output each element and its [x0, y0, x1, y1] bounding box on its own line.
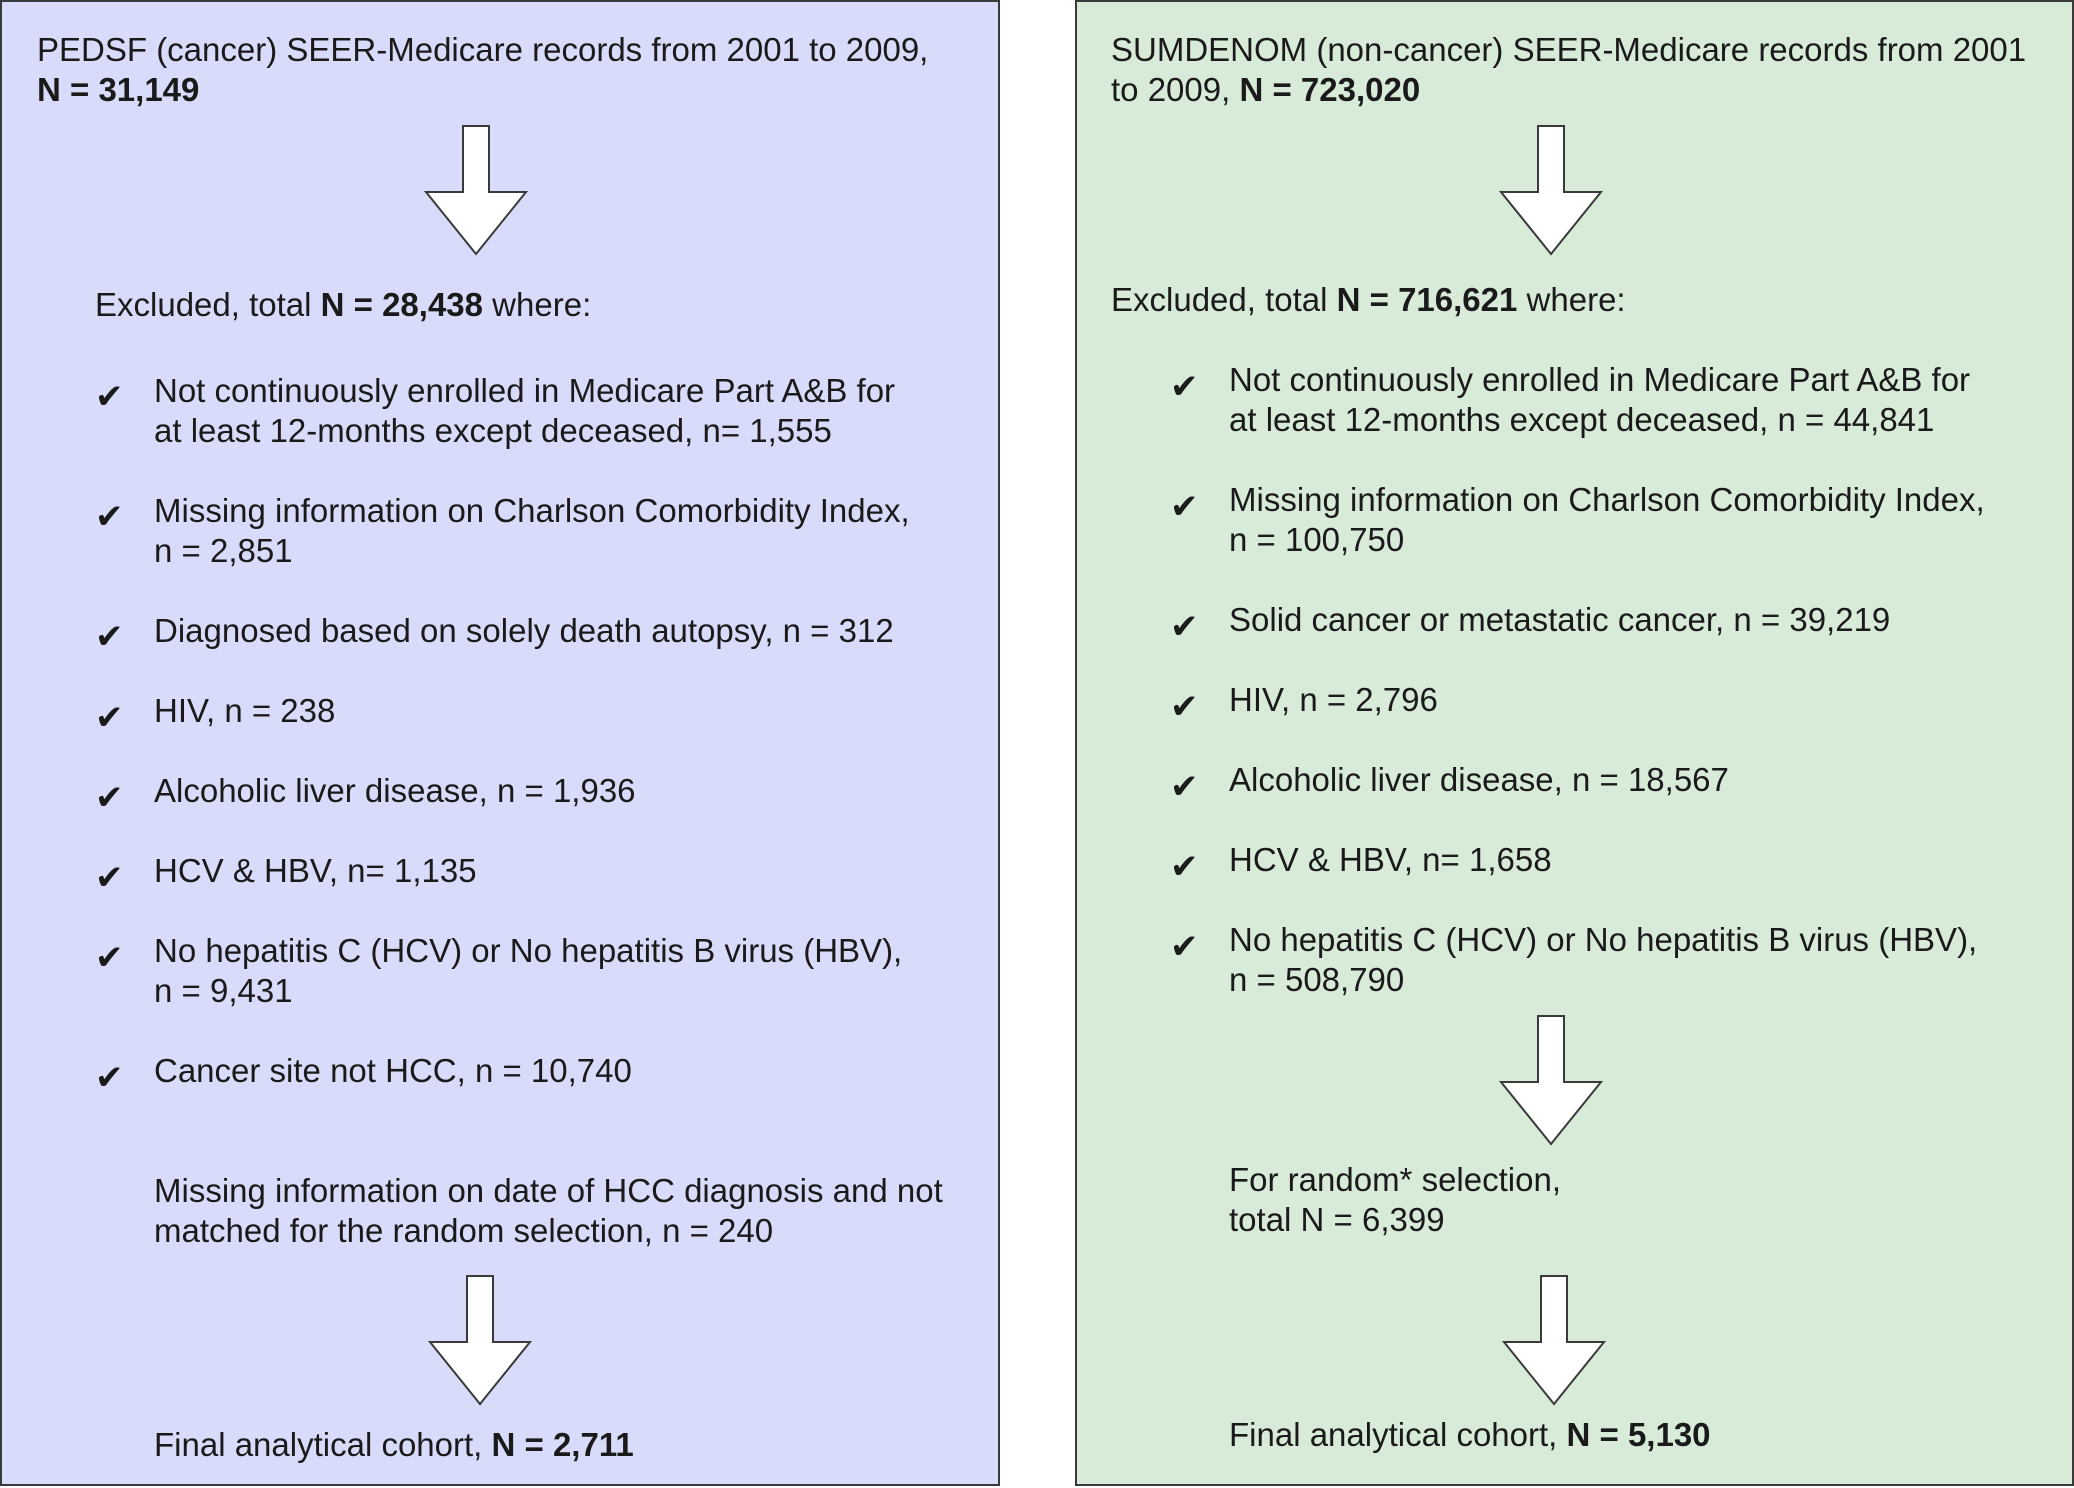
left-exclusion-item: Missing information on Charlson Comorbidity Index, n = 2,851 — [154, 492, 910, 569]
checkmark-icon: ✔ — [1170, 847, 1199, 887]
right-exclusion-item: Not continuously enrolled in Medicare Part A&B for at least 12-months except deceased, n = 44,841 — [1229, 361, 1971, 438]
right-header: SUMDENOM (non-cancer) SEER-Medicare records from 2001 to 2009, N = 723,020 — [1111, 31, 2027, 108]
checkmark-icon: ✔ — [95, 698, 124, 738]
right-exclusion-item: Solid cancer or metastatic cancer, n = 39,219 — [1229, 601, 1891, 638]
left-excluded-total: Excluded, total N = 28,438 where: — [95, 286, 592, 323]
left-final-cohort: Final analytical cohort, N = 2,711 — [154, 1426, 634, 1463]
checkmark-icon: ✔ — [1170, 687, 1199, 727]
checkmark-icon: ✔ — [1170, 607, 1199, 647]
checkmark-icon: ✔ — [95, 377, 124, 417]
right-exclusion-item: Alcoholic liver disease, n = 18,567 — [1229, 761, 1729, 798]
checkmark-icon: ✔ — [95, 778, 124, 818]
left-exclusion-item: HIV, n = 238 — [154, 692, 336, 729]
checkmark-icon: ✔ — [95, 617, 124, 657]
left-exclusion-item: Alcoholic liver disease, n = 1,936 — [154, 772, 636, 809]
checkmark-icon: ✔ — [1170, 367, 1199, 407]
right-exclusion-item: HCV & HBV, n= 1,658 — [1229, 841, 1552, 878]
left-exclusion-item: Not continuously enrolled in Medicare Part A&B for at least 12-months except deceased, n= 1,555 — [154, 372, 896, 449]
right-exclusion-item: HIV, n = 2,796 — [1229, 681, 1438, 718]
right-panel-non-cancer — [1075, 0, 2074, 1486]
checkmark-icon: ✔ — [95, 938, 124, 978]
right-exclusion-item: Missing information on Charlson Comorbidity Index, n = 100,750 — [1229, 481, 1985, 558]
checkmark-icon: ✔ — [1170, 927, 1199, 967]
left-exclusion-item: Cancer site not HCC, n = 10,740 — [154, 1052, 632, 1089]
down-arrow-icon — [1497, 1014, 1605, 1146]
right-random-selection: For random* selection, total N = 6,399 — [1229, 1161, 1561, 1238]
left-exclusion-item: HCV & HBV, n= 1,135 — [154, 852, 477, 889]
right-exclusion-item: No hepatitis C (HCV) or No hepatitis B virus (HBV), n = 508,790 — [1229, 921, 1978, 998]
left-exclusion-item: Diagnosed based on solely death autopsy, n = 312 — [154, 612, 894, 649]
left-panel-cancer — [0, 0, 1000, 1486]
left-header: PEDSF (cancer) SEER-Medicare records from 2001 to 2009, N = 31,149 — [37, 31, 929, 108]
checkmark-icon: ✔ — [95, 1058, 124, 1098]
down-arrow-icon — [422, 124, 530, 256]
checkmark-icon: ✔ — [95, 497, 124, 537]
left-exclusion-item: No hepatitis C (HCV) or No hepatitis B virus (HBV), n = 9,431 — [154, 932, 903, 1009]
down-arrow-icon — [1497, 124, 1605, 256]
checkmark-icon: ✔ — [1170, 487, 1199, 527]
down-arrow-icon — [426, 1274, 534, 1406]
down-arrow-icon — [1500, 1274, 1608, 1406]
right-final-cohort: Final analytical cohort, N = 5,130 — [1229, 1416, 1711, 1453]
checkmark-icon: ✔ — [1170, 767, 1199, 807]
left-missing-hcc-date: Missing information on date of HCC diagnosis and not matched for the random selection, n = 240 — [154, 1172, 943, 1249]
checkmark-icon: ✔ — [95, 858, 124, 898]
right-excluded-total: Excluded, total N = 716,621 where: — [1111, 281, 1626, 318]
